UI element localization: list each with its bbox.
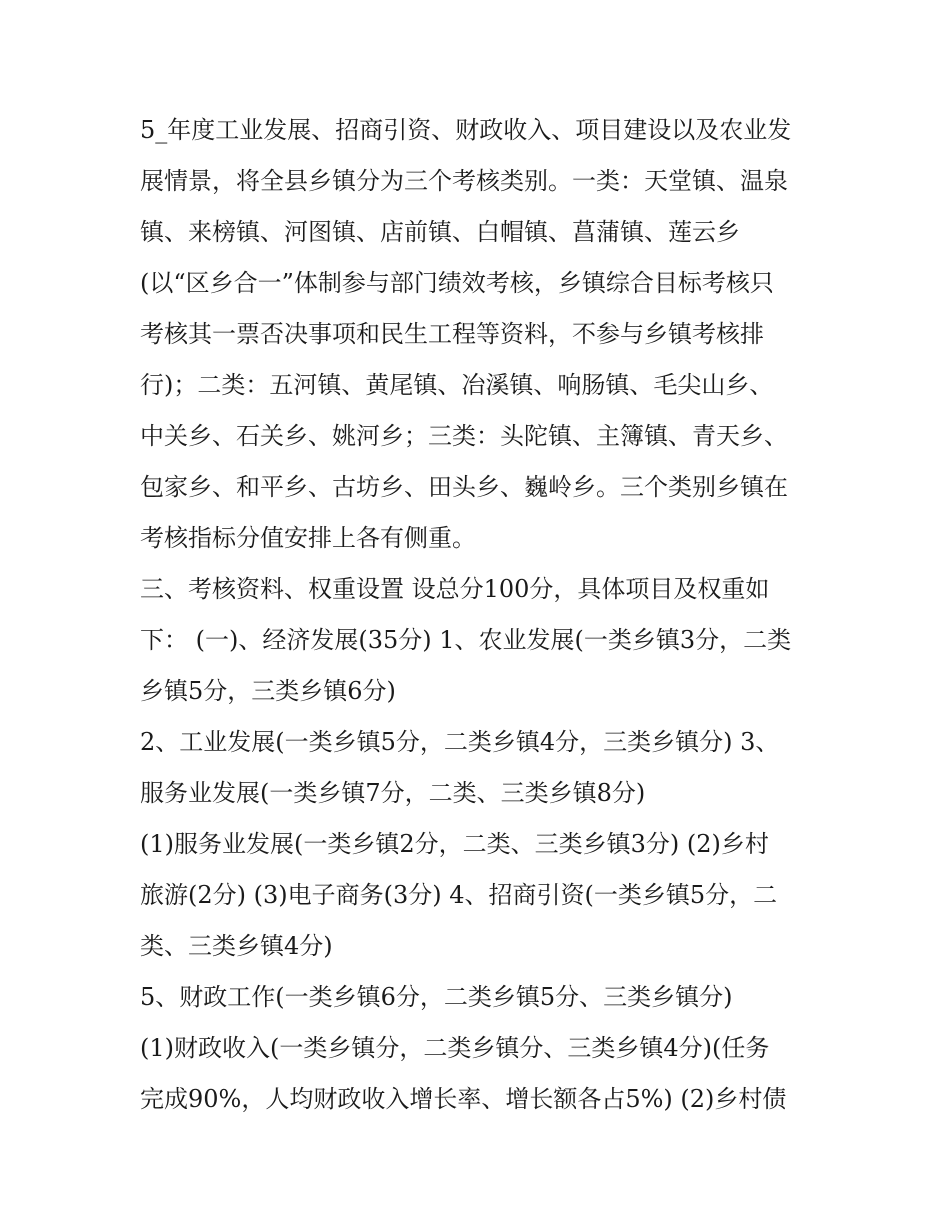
text-line: 乡镇5分，三类乡镇6分) (140, 677, 396, 705)
text-line: 镇、来榜镇、河图镇、店前镇、白帽镇、菖蒲镇、莲云乡 (140, 218, 740, 246)
text-line: (1)财政收入(一类乡镇分，二类乡镇分、三类乡镇4分)(任务 (140, 1034, 770, 1062)
text-line: 考核指标分值安排上各有侧重。 (140, 524, 476, 552)
text-line: 2、工业发展(一类乡镇5分，二类乡镇4分，三类乡镇分) 3、 (140, 728, 780, 756)
text-line: 行)；二类：五河镇、黄尾镇、冶溪镇、响肠镇、毛尖山乡、 (140, 371, 774, 399)
text-line: 三、考核资料、权重设置 设总分100分，具体项目及权重如 (140, 575, 770, 603)
text-line: 完成90%，人均财政收入增长率、增长额各占5%) (2)乡村债 (140, 1085, 787, 1113)
text-line: 下： (一)、经济发展(35分) 1、农业发展(一类乡镇3分，二类 (140, 626, 792, 654)
text-line: (1)服务业发展(一类乡镇2分，二类、三类乡镇3分) (2)乡村 (140, 830, 769, 858)
text-line: 服务业发展(一类乡镇7分，二类、三类乡镇8分) (140, 779, 646, 807)
text-line: (以“区乡合一”体制参与部门绩效考核，乡镇综合目标考核只 (140, 269, 774, 297)
text-line: 5_年度工业发展、招商引资、财政收入、项目建设以及农业发 (140, 116, 792, 144)
document-page (140, 105, 830, 1125)
text-line: 中关乡、石关乡、姚河乡；三类：头陀镇、主簿镇、青天乡、 (140, 422, 788, 450)
text-line: 考核其一票否决事项和民生工程等资料，不参与乡镇考核排 (140, 320, 764, 348)
text-line: 5、财政工作(一类乡镇6分，二类乡镇5分、三类乡镇分) (140, 983, 733, 1011)
text-line: 旅游(2分) (3)电子商务(3分) 4、招商引资(一类乡镇5分，二 (140, 881, 778, 909)
text-line: 类、三类乡镇4分) (140, 932, 333, 960)
text-line: 包家乡、和平乡、古坊乡、田头乡、巍岭乡。三个类别乡镇在 (140, 473, 788, 501)
text-line: 展情景，将全县乡镇分为三个考核类别。一类：天堂镇、温泉 (140, 167, 788, 195)
